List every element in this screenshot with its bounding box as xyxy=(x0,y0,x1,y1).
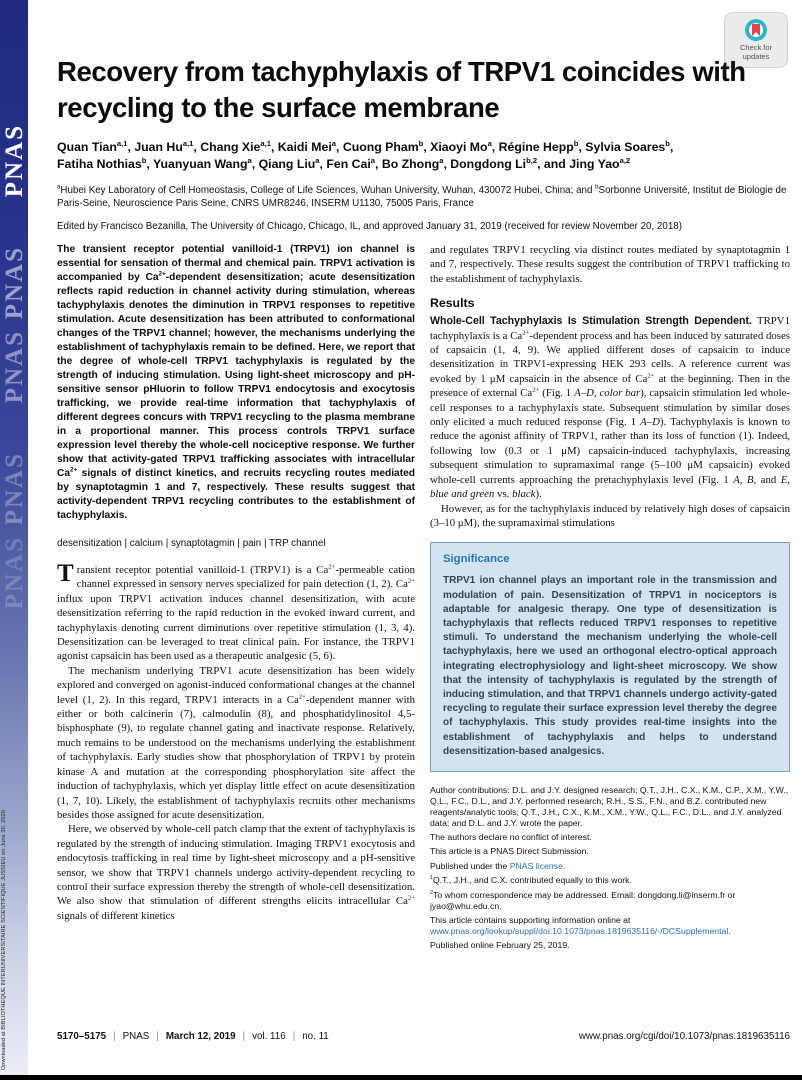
download-notice: Downloaded at BIBLIOTHEQUE INTERUNIVERSITAIRE SCIENTIFIQUE JUSSIEU on June 30, 2020 xyxy=(1,810,7,1071)
doi-url: www.pnas.org/cgi/doi/10.1073/pnas.1819635116 xyxy=(578,1031,790,1042)
direct-submission-note: This article is a PNAS Direct Submission. xyxy=(430,846,589,857)
page-range: 5170–5175 xyxy=(57,1031,107,1042)
intro-paragraph: The mechanism underlying TRPV1 acute desensitization has been widely explored and converged on agonist-induced conformational changes at the channel level (1, 2). In this regard, TRPV1 interacts in a $Ca^{2+}$-dependent manner with either or both calcinerin (7), calmodulin (8), and phosphatidylinositol 4,5-bisphosphate (9), to regulate channel gating and inactivate response. Relatively, much remains to be understood on the mechanisms underlying the establishment of tachyphylaxis. Early studies show that phosphorylation of TRPV1 by protein kinase A and mutation at the corresponding phosphorylation site affect the induction of tachyphylaxis, which yet display little effect on acute desensitization (1, 7, 10). Likely, the establishment of tachyphylaxis recruits other mechanisms besides those assigned for acute desensitization. xyxy=(57,664,415,821)
pnas-logo: PNAS xyxy=(1,452,28,526)
check-updates-label: Check for updates xyxy=(739,43,773,61)
footer-separator: | xyxy=(242,1031,246,1042)
keywords-line: desensitization | calcium | synaptotagmin | pain | TRP channel xyxy=(57,538,326,549)
body-text xyxy=(430,243,790,286)
equal-contribution-note: $^1$Q.T., J.H., and C.X. contributed equally to this work. xyxy=(430,875,632,886)
journal-name: PNAS xyxy=(122,1031,150,1042)
crossmark-icon xyxy=(745,19,767,41)
pnas-logo: PNAS xyxy=(1,536,28,610)
page-bottom-edge xyxy=(0,1075,802,1080)
page-footer xyxy=(57,1031,790,1042)
published-online-note: Published online February 25, 2019. xyxy=(430,940,570,951)
issue-date: March 12, 2019 xyxy=(165,1031,236,1042)
page-title: Recovery from tachyphylaxis of TRPV1 coincides with recycling to the surface membrane xyxy=(57,56,746,123)
left-column xyxy=(57,243,415,1031)
conflict-statement: The authors declare no conflict of interest. xyxy=(430,832,592,843)
results-section xyxy=(430,314,790,530)
results-paragraph: Whole-Cell Tachyphylaxis Is Stimulation Strength Dependent. TRPV1 tachyphylaxis is a $Ca^{2+}$-dependent process and has been induced by saturated doses of capsaicin (1, 4, 9). We applied different doses of capsaicin to induce desensitization in TRPV1-expressing HEK 293 cells. A reference current was evoked by 1 μM capsaicin in the absence of $Ca^{2+}$ at the beginning. Then in the presence of external $Ca^{2+}$ (Fig. 1 A–D, color bar), capsaicin stimulation led whole-cell responses to a tachyphylaxis state. Subsequent stimulation by similar doses only elicited a much reduced response (Fig. 1 A–D). Tachyphylaxis is known to reduce the agonist affinity of TRPV1, rather than its loss of function (1). Indeed, following low (0.3 or 1 μM) capsaicin-induced tachyphylaxis, increasing subsequent stimulation to supramaximal range (5–100 μM capsaicin) evoked whole-cell currents approaching the pretachyphylaxis level (Fig. 1 A, B, and E, blue and green vs. black). xyxy=(430,315,790,501)
footer-separator: | xyxy=(156,1031,159,1042)
right-column xyxy=(430,243,790,1033)
significance-box xyxy=(430,542,790,772)
significance-title: Significance xyxy=(443,553,510,566)
affiliations: $^a$Hubei Key Laboratory of Cell Homeostasis, College of Life Sciences, Wuhan University, Wuhan, 430072 Hubei, China; and $^b$Sorbonne Université, Institut de Biologie de Paris-Seine, Neuroscience Paris Seine, CNRS UMR8246, INSERM U1130, 75005 Paris, France xyxy=(57,184,787,209)
intro-paragraph: Here, we observed by whole-cell patch clamp that the extent of tachyphylaxis is regulated by the strength of inducing stimulation. Imaging TRPV1 exocytosis and endocytosis trafficking in real time by light-sheet microscopy and a pH-sensitive sensor, we show that TRPV1 channels undergo activity-dependent recycling to control their surface expression thereby the strength of whole-cell desensitization. We also show that stimulation of different strengths elicits intracellular $Ca^{2+}$ signals of different kinetics xyxy=(57,823,415,922)
footnotes-block xyxy=(430,785,790,951)
significance-body: TRPV1 ion channel plays an important role in the transmission and modulation of pain. Desensitization of TRPV1 in nociceptors is adaptable for analgesic therapy. One type of desensitization is tachyphylaxis that reflects reduced TRPV1 responses to repetitive stimuli. To understand the mechanism underlying the whole-cell tachyphylaxis, here we used an orthogonal electro-optical approach integrating electrophysiology and light-sheet microscopy. We show that the intensity of tachyphylaxis is regulated by the strength of inducing stimulation, and that TRPV1 channels undergo activity-gated recycling to regulate their surface expression level thereby the degree of tachyphylaxis. This study provides real-time insights into the establishment of tachyphylaxis and helps to understand desensitization-based analgesics. xyxy=(443,575,777,757)
issue-number: no. 11 xyxy=(302,1031,329,1042)
author-contributions: Author contributions: D.L. and J.Y. designed research; Q.T., J.H., C.X., K.M., C.P., X.M., Y.W., Q.L., F.C., D.L., and J.Y. performed research; R.H., S.S., F.N., and B.Z. contributed new reagents/analytic tools; Q.T., J.H., C.X., K.M., X.M., Y.W., Q.L., F.C., D.L., and J.Y. analyzed data; and D.L. and J.Y. wrote the paper. xyxy=(430,784,789,828)
pnas-logo: PNAS xyxy=(1,246,28,320)
abstract-text: The transient receptor potential vanilloid-1 (TRPV1) ion channel is essential for sensation of thermal and chemical pain. TRPV1 activation is accompanied by $Ca^{2+}$-dependent desensitization; acute desensitization reflects rapid reduction in channel activity during stimulation, whereas tachyphylaxis denotes the diminution in TRPV1 responses to repetitive stimulation. Acute desensitization has been attributed to conformational changes of the TRPV1 channel; however, the mechanisms underlying the establishment of tachyphylaxis remain to be defined. Here, we report that the degree of whole-cell TRPV1 tachyphylaxis is regulated by the strength of inducing stimulation. Using light-sheet microscopy and pH-sensitive sensor pHluorin to follow TRPV1 endocytosis and exocytosis trafficking, we provide real-time information that tachyphylaxis of different degrees concurs with TRPV1 recycling to the plasma membrane in a proportional manner. This process controls TRPV1 surface expression level thereby the whole-cell nociceptive response. We further show that activity-gated TRPV1 trafficking associates with intracellular $Ca^{2+}$ signals of distinct kinetics, and recruits recycling routes mediated by synaptotagmin 1 and 7, respectively. These results suggest that activity-dependent TRPV1 recycling contributes to the establishment of tachyphylaxis. xyxy=(57,244,415,521)
supplemental-link[interactable]: www.pnas.org/lookup/suppl/doi:10.1073/pnas.1819635116/-/DCSupplemental xyxy=(430,925,729,936)
pnas-logo: PNAS xyxy=(1,124,28,198)
footer-separator: | xyxy=(292,1031,296,1042)
supporting-info-note: This article contains supporting information online at www.pnas.org/lookup/suppl/doi:10.1073/pnas.1819635116/-/DCSupplemental. xyxy=(430,915,731,936)
body-paragraph: and regulates TRPV1 recycling via distinct routes mediated by synaptotagmin 1 and 7, respectively. These results suggest the contribution of TRPV1 trafficking to the establishment of tachyphylaxis. xyxy=(430,244,790,285)
author-list: Quan Tian$^{a,1}$, Juan Hu$^{a,1}$, Chang Xie$^{a,1}$, Kaidi Mei$^a$, Cuong Pham$^b$, Xiaoyi Mo$^a$, Régine Hepp$^b$, Sylvia Soares$^b$, Fatiha Nothias$^b$, Yuanyuan Wang$^a$, Qiang Liu$^a$, Fen Cai$^a$, Bo Zhong$^a$, Dongdong Li$^{b,2}$, and Jing Yao$^{a,2}$ xyxy=(57,138,674,171)
results-heading: Results xyxy=(430,296,475,311)
pnas-logo: PNAS xyxy=(1,330,28,404)
volume: vol. 116 xyxy=(252,1031,286,1042)
introduction-section xyxy=(57,560,415,923)
footer-separator: | xyxy=(113,1031,116,1042)
edited-by-line: Edited by Francisco Bezanilla, The University of Chicago, Chicago, IL, and approved January 31, 2019 (received for review November 20, 2018) xyxy=(57,221,682,232)
results-paragraph: However, as for the tachyphylaxis induced by relatively high doses of capsaicin (3–10 μM), the supramaximal stimulations xyxy=(430,502,790,529)
license-note: Published under the PNAS license. xyxy=(430,860,566,871)
article-header xyxy=(57,54,790,233)
subsection-heading: Whole-Cell Tachyphylaxis Is Stimulation Strength Dependent. xyxy=(430,315,752,328)
correspondence-note: $^2$To whom correspondence may be addressed. Email: dongdong.li@inserm.fr or jyao@whu.edu.cn. xyxy=(430,889,736,911)
intro-paragraph: Transient receptor potential vanilloid-1 (TRPV1) is a $Ca^{2+}$-permeable cation channel expressed in sensory nerves specialized for pain detection (1, 2). $Ca^{2+}$ influx upon TRPV1 activation induces channel desensitization, with acute desensitization referring to the rapid reduction in the evoked inward current, and tachyphylaxis denoting current diminutions over repetitive stimulation (1, 3, 4). Desensitization can be leveraged to treat clinical pain. For instance, the TRPV1 agonist capsaicin has been used as a therapeutic analgesic (5, 6). xyxy=(57,560,415,663)
pnas-license-link[interactable]: PNAS license xyxy=(509,860,563,871)
